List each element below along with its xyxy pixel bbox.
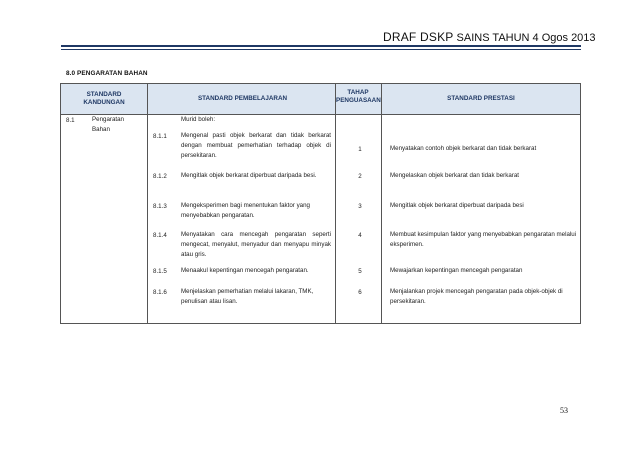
table-row-level: 4 — [358, 232, 362, 239]
page-number: 53 — [560, 406, 568, 415]
table-row-code: 8.1.3 — [153, 203, 167, 210]
table-row-code: 8.1.6 — [153, 289, 167, 296]
th-standard-pembelajaran: STANDARD PEMBELAJARAN — [197, 95, 288, 102]
table-divider-2 — [335, 83, 336, 323]
header-draft-label: DRAF DSKP — [383, 30, 454, 44]
table-row-level: 6 — [358, 289, 362, 296]
table-row-performance: Membuat kesimpulan faktor yang menyebabkan pengaratan melalui eksperimen. — [390, 231, 577, 248]
header-title: SAINS TAHUN 4 Ogos 2013 — [456, 32, 596, 44]
table-border-left — [60, 83, 61, 323]
table-row-code: 8.1.5 — [153, 268, 167, 275]
table-row-text: Mengenal pasti objek berkarat dan tidak berkarat dengan membuat pemerhatian terhadap objek di persekitaran. — [181, 132, 331, 159]
th-kandungan-line2: KANDUNGAN — [83, 99, 125, 106]
table-row-performance: Menjalankan projek mencegah pengaratan pada objek-objek di persekitaran. — [390, 288, 563, 305]
content-number: 8.1 — [66, 117, 75, 124]
table-row-code: 8.1.2 — [153, 173, 167, 180]
table-row-level: 5 — [358, 268, 362, 275]
page-header — [383, 30, 596, 44]
table-row-level: 3 — [358, 203, 362, 210]
content-title-line2: Bahan — [92, 126, 110, 133]
table-border-bottom — [60, 323, 581, 324]
table-row-text: Menjelaskan pemerhatian melalui lakaran, TMK, penulisan atau lisan. — [181, 288, 314, 305]
th-tahap-line1: TAHAP — [347, 89, 369, 96]
table-row-text: Mengeksperimen bagi menentukan faktor yang menyebabkan pengaratan. — [181, 202, 310, 219]
table-row-performance: Mengelaskan objek berkarat dan tidak berkarat — [390, 172, 519, 179]
th-tahap-line2: PENGUASAAN — [336, 97, 381, 104]
table-row-text: Menaakul kepentingan mencegah pengaratan. — [181, 267, 309, 274]
th-kandungan-line1: STANDARD — [86, 91, 122, 98]
table-row-level: 1 — [358, 146, 362, 153]
table-row-code: 8.1.1 — [153, 133, 167, 140]
section-title: 8.0 PENGARATAN BAHAN — [66, 70, 148, 77]
table-row-text: Mengitlak objek berkarat diperbuat daripada besi. — [181, 172, 317, 179]
header-rule — [61, 45, 581, 47]
table-divider-1 — [147, 83, 148, 323]
table-row-performance: Mewajarkan kepentingan mencegah pengaratan — [390, 267, 523, 274]
th-standard-kandungan — [62, 91, 146, 107]
content-title — [92, 115, 144, 135]
table-row-performance: Mengitlak objek berkarat diperbuat daripada besi — [390, 202, 524, 209]
table-row-code: 8.1.4 — [153, 232, 167, 239]
table-row-performance: Menyatakan contoh objek berkarat dan tidak berkarat — [390, 145, 537, 152]
intro-text: Murid boleh: — [181, 116, 216, 123]
content-title-line1: Pengaratan — [92, 116, 124, 123]
th-standard-prestasi: STANDARD PRESTASI — [447, 95, 515, 102]
table-divider-3 — [381, 83, 382, 323]
table-border-right — [580, 83, 581, 323]
table-row-level: 2 — [358, 173, 362, 180]
header-rule-thin — [61, 49, 581, 50]
table-row-text: Menyatakan cara mencegah pengaratan seperti mengecat, menyalut, menyadur dan menyapu minyak atau gris. — [181, 231, 331, 258]
th-tahap-penguasaan — [336, 89, 380, 105]
